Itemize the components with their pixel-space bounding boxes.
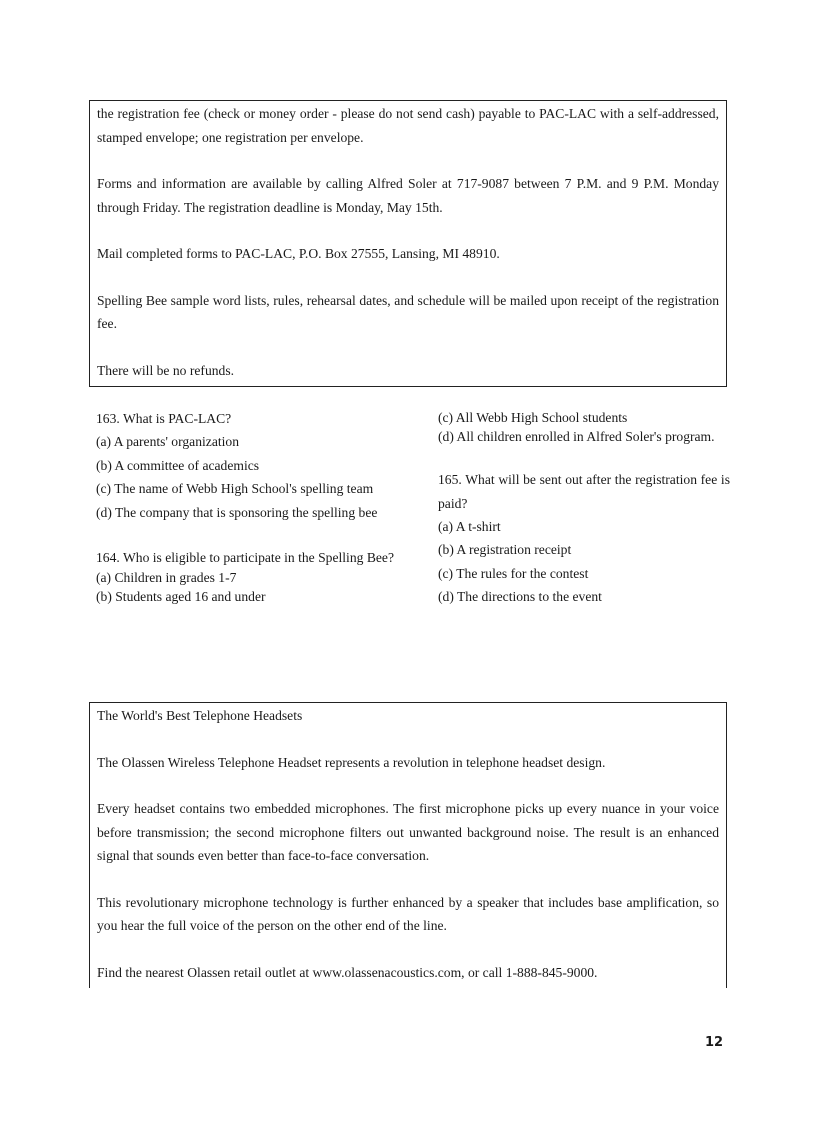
question-stem: 165. What will be sent out after the registration fee is paid? — [438, 472, 730, 511]
registration-passage-box — [89, 100, 727, 387]
question-stem: 163. What is PAC-LAC? — [96, 411, 232, 426]
answer-option: (b) A registration receipt — [438, 542, 572, 558]
passage2-title: The World's Best Telephone Headsets — [97, 708, 303, 723]
answer-option: (b) Students aged 16 and under — [96, 589, 266, 605]
answer-option: (c) The name of Webb High School's spelling team — [96, 481, 374, 497]
answer-option: (d) The directions to the event — [438, 589, 602, 605]
answer-option: (c) All Webb High School students — [438, 410, 628, 425]
answer-option: (a) A t-shirt — [438, 519, 501, 534]
question-stem: 164. Who is eligible to participate in the Spelling Bee? — [96, 550, 394, 566]
question-164 — [96, 546, 396, 607]
answer-option: (d) The company that is sponsoring the spelling bee — [96, 504, 378, 520]
questions-left-column — [96, 407, 396, 607]
questions-right-column — [438, 409, 730, 609]
page-number: 12 — [705, 1035, 724, 1050]
passage2-paragraph: Every headset contains two embedded microphones. The first microphone picks up every nuance in your voice before transmission; the second microphone filters out unwanted background noise. The result is an enhanced signal that sounds even better than face-to-face conversation. — [97, 801, 719, 863]
passage1-paragraph: There will be no refunds. — [97, 362, 235, 378]
headset-ad-passage-box — [89, 702, 727, 988]
question-165 — [438, 468, 730, 608]
passage1-paragraph: the registration fee (check or money order - please do not send cash) payable to PAC-LAC with a self-addressed, stamped envelope; one registration per envelope. — [97, 106, 719, 145]
passage1-paragraph: Spelling Bee sample word lists, rules, rehearsal dates, and schedule will be mailed upon receipt of the registration fee. — [97, 292, 719, 331]
passage2-paragraph: Find the nearest Olassen retail outlet at www.olassenacoustics.com, or call 1-888-845-9000. — [97, 964, 598, 980]
answer-option: (c) The rules for the contest — [438, 565, 589, 581]
answer-option: (a) A parents' organization — [96, 434, 239, 450]
question-163 — [96, 407, 396, 524]
passage1-paragraph: Mail completed forms to PAC-LAC, P.O. Box 27555, Lansing, MI 48910. — [97, 246, 500, 261]
passage1-paragraph: Forms and information are available by calling Alfred Soler at 717-9087 between 7 P.M. and 9 P.M. Monday through Friday. The registration deadline is Monday, May 15th. — [97, 176, 719, 215]
answer-option: (b) A committee of academics — [96, 457, 260, 473]
answer-option: (a) Children in grades 1-7 — [96, 570, 237, 586]
passage2-paragraph: The Olassen Wireless Telephone Headset represents a revolution in telephone headset design. — [97, 754, 606, 770]
passage2-paragraph: This revolutionary microphone technology is further enhanced by a speaker that includes base amplification, so you hear the full voice of the person on the other end of the line. — [97, 894, 719, 933]
answer-option: (d) All children enrolled in Alfred Soler's program. — [438, 428, 715, 444]
